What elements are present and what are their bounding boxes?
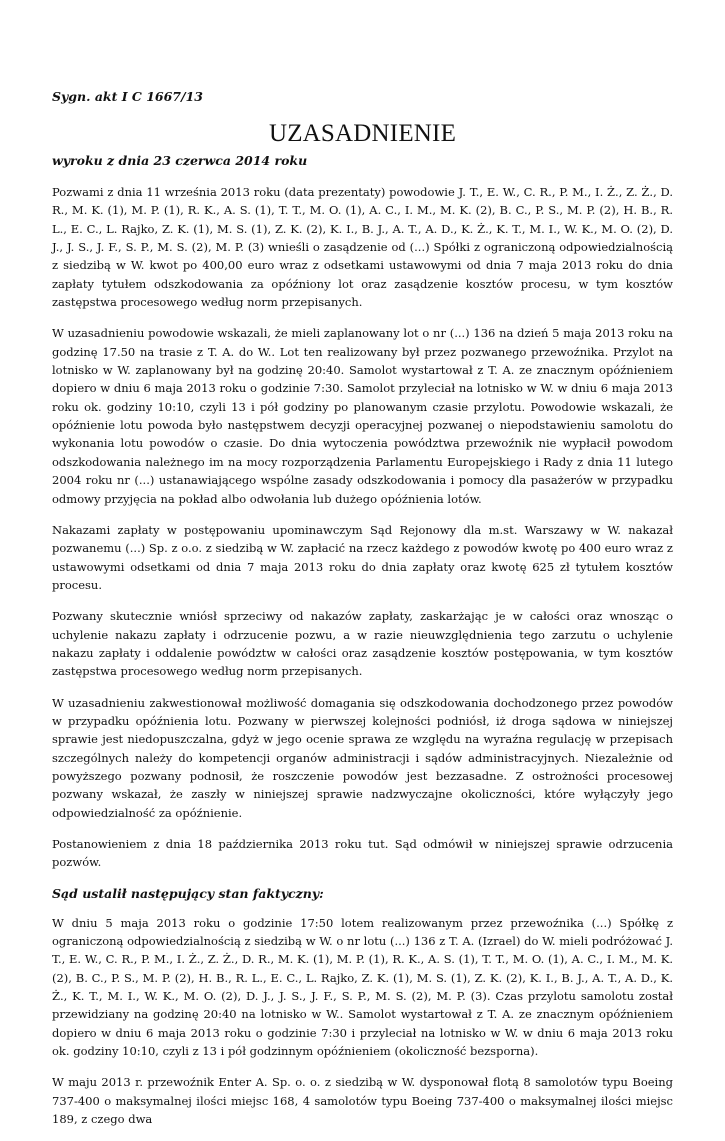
paragraph: Nakazami zapłaty w postępowaniu upominawczym Sąd Rejonowy dla m.st. Warszawy w W. nakazał pozwanemu (...) Sp. z o.o. z siedzibą w W. zapłacić na rzecz każdego z powodów kwotę po 400 euro wraz z ustawowymi odsetkami od dnia 7 maja 2013 roku do dnia zapłaty oraz kwotę 625 zł tytułem kosztów procesu. [52, 522, 673, 592]
case-number: Sygn. akt I C 1667/13 [52, 89, 203, 104]
paragraph: W dniu 5 maja 2013 roku o godzinie 17:50 lotem realizowanym przez przewoźnika (...) Spółkę z ograniczoną odpowiedzialnością z siedzibą w W. o nr lotu (...) 136 z T. A. (Izrael) do W. mieli podróżować J. T., E. W., C. R., P. M., I. Ż., Z. Ż., D. R., M. K. (1), M. P. (1), R. K., A. S. (1), T. T., M. O. (1), A. C., I. M., M. K. (2), B. C., P. S., M. P. (2), H. B., R. L., E. C., L. Rajko, Z. K. (1), M. S. (1), Z. K. (2), K. I., B. J., A. T., A. D., K. Ż., K. T., M. I., W. K., M. O. (2), D. J., J. S., J. F., S. P., M. S. (2), M. P. (3). Czas przylotu samolotu został przewidziany na godzinę 20:40 na lotnisko w W.. Samolot wystartował z T. A. ze znacznym opóźnieniem dopiero w dniu 6 maja 2013 roku o godzinie 7:30 i przyleciał na lotnisko w W. w dniu 6 maja 2013 roku ok. godziny 10:10, czyli z 13 i pół godzinnym opóźnieniem (okoliczność bezsporna). [52, 915, 673, 1059]
document-page [52, 88, 673, 1141]
paragraph: Postanowieniem z dnia 18 października 2013 roku tut. Sąd odmówił w niniejszej sprawie odrzucenia pozwów. [52, 837, 673, 870]
paragraph: Pozwami z dnia 11 września 2013 roku (data prezentaty) powodowie J. T., E. W., C. R., P. M., I. Ż., Z. Ż., D. R., M. K. (1), M. P. (1), R. K., A. S. (1), T. T., M. O. (1), A. C., I. M., M. K. (2), B. C., P. S., M. P. (2), H. B., R. L., E. C., L. Rajko, Z. K. (1), M. S. (1), Z. K. (2), K. I., B. J., A. T., A. D., K. Ż., K. T., M. I., W. K., M. O. (2), D. J., J. S., J. F., S. P., M. S. (2), M. P. (3) wnieśli o zasądzenie od (...) Spółki z ograniczoną odpowiedzialnością z siedzibą w W. kwot po 400,00 euro wraz z odsetkami ustawowymi od dnia 7 maja 2013 roku do dnia zapłaty tytułem odszkodowania za opóźniony lot oraz zasądzenie kosztów procesu, w tym kosztów zastępstwa procesowego według norm przepisanych. [52, 185, 673, 310]
paragraph: W uzasadnieniu zakwestionował możliwość domagania się odszkodowania dochodzonego przez powodów w przypadku opóźnienia lotu. Pozwany w pierwszej kolejności podniósł, iż droga sądowa w niniejszej sprawie jest niedopuszczalna, gdyż w jego ocenie sprawa ze względu na wyraźna regulację w przepisach szczególnych należy do kompetencji organów administracji i sądów administracyjnych. Niezależnie od powyższego pozwany podnosił, że roszczenie powodów jest bezzasadne. Z ostrożności procesowej pozwany wskazał, że zaszły w niniejszej sprawie nadzwyczajne okoliczności, które wyłączyły jego odpowiedzialność za opóźnienie. [52, 695, 673, 820]
paragraph: Pozwany skutecznie wniósł sprzeciwy od nakazów zapłaty, zaskarżając je w całości oraz wnosząc o uchylenie nakazu zapłaty i odrzucenie pozwu, a w razie nieuwzględnienia tego zarzutu o uchylenie nakazu zapłaty i oddalenie powództw w całości oraz zasądzenie kosztów postępowania, w tym kosztów zastępstwa procesowego według norm przepisanych. [52, 609, 673, 679]
paragraph: W maju 2013 r. przewoźnik Enter A. Sp. o. o. z siedzibą w W. dysponował flotą 8 samolotów typu Boeing 737-400 o maksymalnej ilości miejsc 168, 4 samolotów typu Boeing 737-400 o maksymalnej ilości miejsc 189, z czego dwa [52, 1075, 673, 1127]
document-subtitle: wyroku z dnia 23 czerwca 2014 roku [52, 153, 308, 168]
section-heading: Sąd ustalił następujący stan faktyczny: [52, 885, 324, 901]
paragraph: W uzasadnieniu powodowie wskazali, że mieli zaplanowany lot o nr (...) 136 na dzień 5 maja 2013 roku na godzinę 17.50 na trasie z T. A. do W.. Lot ten realizowany był przez pozwanego przewoźnika. Przylot na lotnisko w W. zaplanowany był na godzinę 20:40. Samolot wystartował z T. A. ze znacznym opóźnieniem dopiero w dniu 6 maja 2013 roku o godzinie 7:30. Samolot przyleciał na lotnisko w W. w dniu 6 maja 2013 roku ok. godziny 10:10, czyli 13 i pół godziny po planowanym czasie przylotu. Powodowie wskazali, że opóźnienie lotu powoda było następstwem decyzji operacyjnej pozwanej o niepodstawieniu samolotu do wykonania lotu powodów o czasie. Do dnia wytoczenia powództwa przewoźnik nie wypłacił powodom odszkodowania należnego im na mocy rozporządzenia Parlamentu Europejskiego i Rady z dnia 11 lutego 2004 roku nr (...) ustanawiającego wspólne zasady odszkodowania i pomocy dla pasażerów w przypadku odmowy przyjęcia na pokład albo odwołania lub dużego opóźnienia lotów. [52, 326, 673, 506]
document-title: UZASADNIENIE [268, 120, 457, 147]
